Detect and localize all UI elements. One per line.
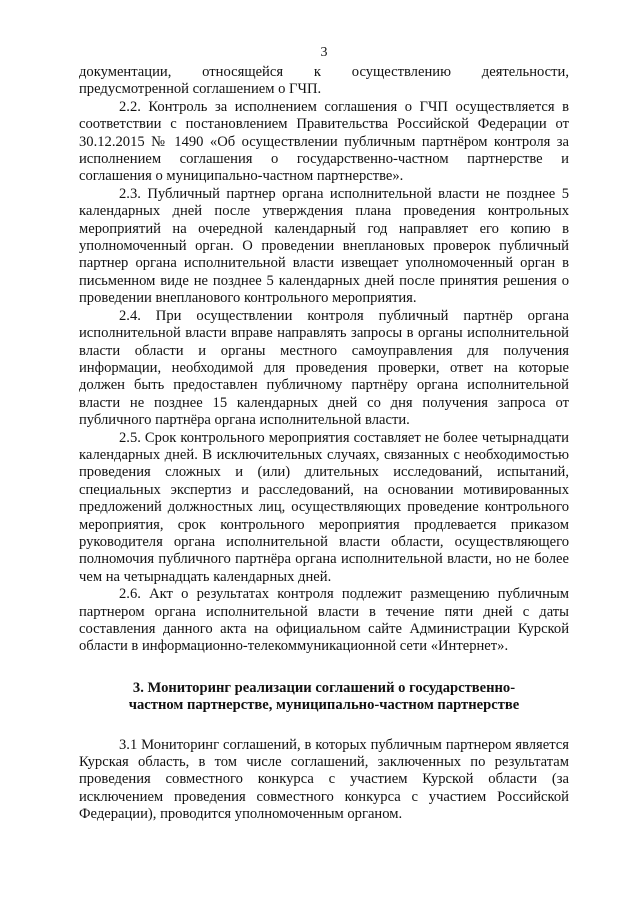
paragraph-3-1: 3.1 Мониторинг соглашений, в которых публичным партнером является Курская область, в том числе соглашений, заключенных по результатам проведения совместного конкурса с участием Курской области (за исключением проведения совместного конкурса с участием Российской Федерации), проводится уполномоченным органом. [79, 736, 569, 823]
paragraph-continuation: документации, относящейся к осуществлению деятельности, предусмотренной соглашением о ГЧП. [79, 64, 569, 98]
paragraph-2-3: 2.3. Публичный партнер органа исполнительной власти не позднее 5 календарных дней после утверждения плана проведения контрольных мероприятий на очередной календарный год направляет его копию в уполномоченный орган. О проведении внеплановых проверок публичный партнер органа исполнительной власти извещает уполномоченный орган в письменном виде не позднее 5 календарных дней после принятия решения о проведении внепланового контрольного мероприятия. [79, 185, 569, 307]
page-number: 3 [320, 45, 328, 60]
document-body [79, 64, 569, 824]
paragraph-2-4: 2.4. При осуществлении контроля публичный партнёр органа исполнительной власти вправе направлять запросы в органы исполнительной власти области и органы местного самоуправления для получения информации, необходимой для проведения проверки, ответ на которые должен быть предоставлен публичному партнёру органа исполнительной власти не позднее 15 календарных дней со дня получения запроса от публичного партнёра органа исполнительной власти. [79, 307, 569, 429]
paragraph-2-2: 2.2. Контроль за исполнением соглашения о ГЧП осуществляется в соответствии с постановлением Правительства Российской Федерации от 30.12.2015 № 1490 «Об осуществлении публичным партнёром контроля за исполнением соглашения о государственно-частном партнерстве и соглашения о муниципально-частном партнерстве». [79, 98, 569, 185]
section-3-heading: 3. Мониторинг реализации соглашений о государственно-частном партнерстве, муниципально-частном партнерстве [128, 679, 520, 714]
paragraph-2-5: 2.5. Срок контрольного мероприятия составляет не более четырнадцати календарных дней. В исключительных случаях, связанных с необходимостью проведения сложных и (или) длительных исследований, испытаний, специальных экспертиз и расследований, на основании мотивированных предложений должностных лиц, осуществляющих проведение контрольного мероприятия, срок контрольного мероприятия продлевается приказом руководителя органа исполнительной власти области, осуществляющего полномочия публичного партнёра органа исполнительной власти, но не более чем на четырнадцать календарных дней. [79, 429, 569, 585]
document-page [79, 0, 569, 905]
paragraph-2-6: 2.6. Акт о результатах контроля подлежит размещению публичным партнером органа исполнительной власти в течение пяти дней с даты составления данного акта на официальном сайте Администрации Курской области в информационно-телекоммуникационной сети «Интернет». [79, 586, 569, 655]
